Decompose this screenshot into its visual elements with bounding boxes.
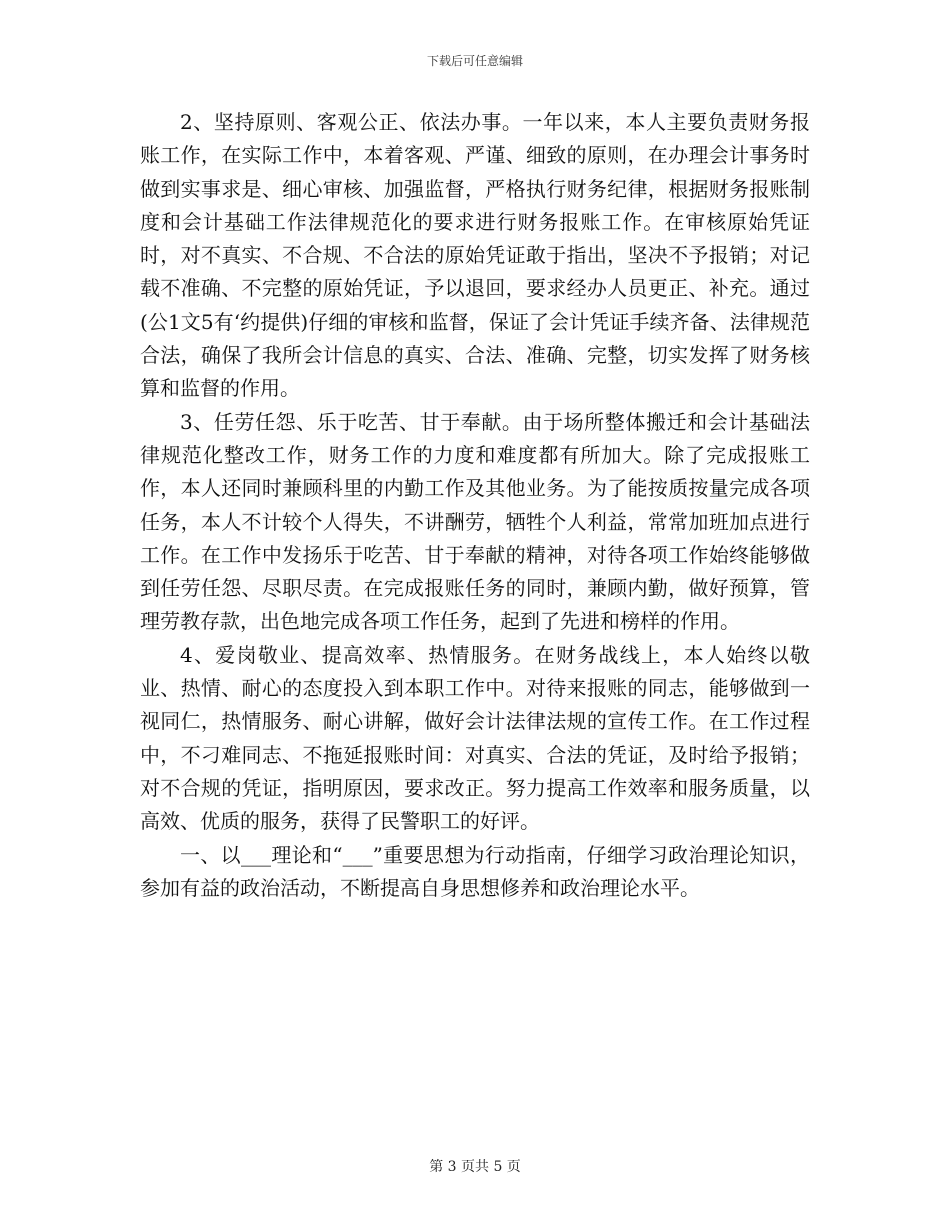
paragraph-item-3: 3、任劳任怨、乐于吃苦、甘于奉献。由于场所整体搬迁和会计基础法律规范化整改工作，财务工作的力度和难度都有所加大。除了完成报账工作，本人还同时兼顾科里的内勤工作及其他业务。为了能按质按量完成各项任务，本人不计较个人得失，不讲酬劳，牺牲个人利益，常常加班加点进行工作。在工作中发扬乐于吃苦、甘于奉献的精神，对待各项工作始终能够做到任劳任怨、尽职尽责。在完成报账任务的同时，兼顾内勤，做好预算，管理劳教存款，出色地完成各项工作任务，起到了先进和榜样的作用。 (140, 409, 810, 634)
page-footer: 第 3 页共 5 页 (429, 1159, 521, 1175)
paragraph-item-2: 2、坚持原则、客观公正、依法办事。一年以来，本人主要负责财务报账工作，在实际工作中，本着客观、严谨、细致的原则，在办理会计事务时做到实事求是、细心审核、加强监督，严格执行财务纪律，根据财务报账制度和会计基础工作法律规范化的要求进行财务报账工作。在审核原始凭证时，对不真实、不合规、不合法的原始凭证敢于指出，坚决不予报销；对记载不准确、不完整的原始凭证，予以退回，要求经办人员更正、补充。通过(公1文5有‘约提供)仔细的审核和监督，保证了会计凭证手续齐备、法律规范合法，确保了我所会计信息的真实、合法、准确、完整，切实发挥了财务核算和监督的作用。 (140, 110, 810, 401)
paragraph-section-one: 一、以___理论和“___”重要思想为行动指南，仔细学习政治理论知识，参加有益的政治活动，不断提高自身思想修养和政治理论水平。 (140, 842, 810, 900)
document-body (140, 106, 810, 905)
page-header: 下载后可任意编辑 (426, 54, 523, 68)
paragraph-item-4: 4、爱岗敬业、提高效率、热情服务。在财务战线上，本人始终以敬业、热情、耐心的态度投入到本职工作中。对待来报账的同志，能够做到一视同仁，热情服务、耐心讲解，做好会计法律法规的宣传工作。在工作过程中，不刁难同志、不拖延报账时间：对真实、合法的凭证，及时给予报销；对不合规的凭证，指明原因，要求改正。努力提高工作效率和服务质量，以高效、优质的服务，获得了民警职工的好评。 (140, 642, 810, 834)
